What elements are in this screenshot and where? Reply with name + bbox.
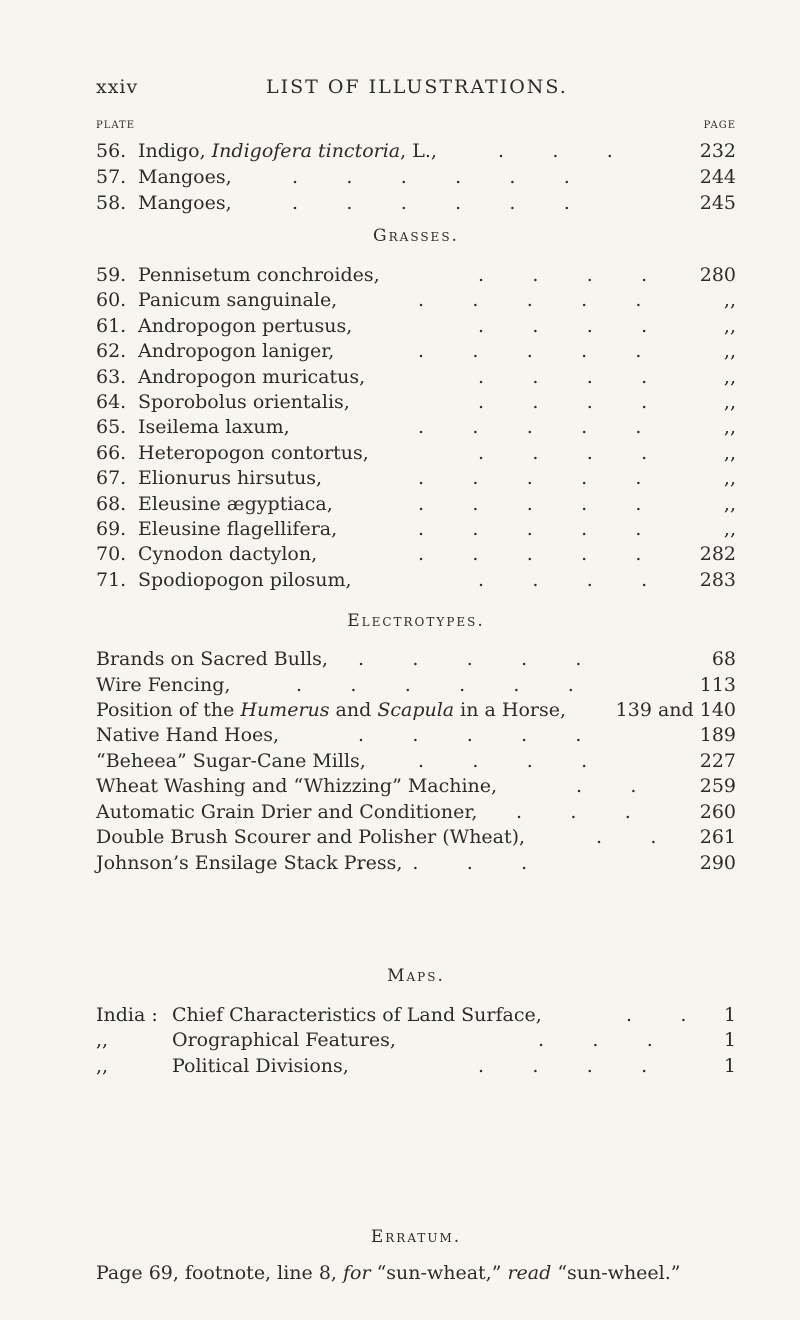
plate-number: 58. (96, 192, 127, 214)
list-item (96, 414, 736, 440)
map-prefix: ,, (96, 1029, 109, 1051)
page-reference: ,, (723, 289, 736, 312)
plate-title: Andropogon muricatus, (138, 365, 366, 388)
page-reference: ,, (723, 416, 736, 439)
page-reference: 227 (699, 750, 736, 772)
electrotype-title: Automatic Grain Drier and Conditioner, (96, 801, 478, 823)
page-reference: 1 (723, 1029, 736, 1051)
leader-dots: . . . (516, 801, 631, 823)
electrotype-title: Double Brush Scourer and Polisher (Wheat), (96, 826, 526, 848)
leader-dots: . . . . (478, 365, 648, 388)
plate-number: 63. (96, 365, 127, 388)
page-reference: ,, (723, 365, 736, 388)
leader-dots: . . . . . . (292, 166, 570, 188)
list-item (96, 138, 736, 164)
leader-dots: . . . . . . (292, 192, 570, 214)
leader-dots: . . . . (478, 264, 648, 286)
running-header (96, 76, 696, 116)
section-heading-erratum: Erratum. (370, 1227, 462, 1247)
leader-dots: . . . (538, 1029, 653, 1051)
plate-title: Eleusine flagellifera, (138, 518, 338, 540)
leader-dots: . . . . (478, 1055, 648, 1077)
list-item (96, 313, 736, 339)
plate-title: Elionurus hirsutus, (138, 467, 323, 490)
plate-title: Eleusine ægyptiaca, (138, 492, 333, 515)
plate-number: 57. (96, 166, 127, 188)
plate-number: 70. (96, 543, 127, 566)
list-item (96, 338, 736, 364)
map-title: Political Divisions, (172, 1055, 349, 1077)
map-title: Orographical Features, (172, 1029, 396, 1051)
leader-dots: . . . . . . (296, 674, 574, 696)
list-item (96, 722, 736, 748)
page-number: xxiv (96, 76, 139, 98)
list-item (96, 672, 736, 698)
electrotype-title: “Beheea” Sugar-Cane Mills, (96, 750, 366, 772)
page-reference: ,, (723, 391, 736, 413)
plate-title: Iseilema laxum, (138, 416, 290, 439)
map-title: Chief Characteristics of Land Surface, (172, 1004, 542, 1026)
page-reference: ,, (723, 314, 736, 337)
list-item (96, 262, 736, 288)
list-item (96, 824, 736, 850)
page-reference: ,, (723, 340, 736, 363)
page-reference: 259 (699, 775, 736, 797)
page-reference: 280 (699, 264, 736, 286)
plate-title: Mangoes, (138, 192, 232, 214)
plate-number: 68. (96, 492, 127, 515)
map-prefix: India : (96, 1004, 158, 1026)
leader-dots: . . . . . (358, 724, 582, 746)
plate-number: 71. (96, 568, 127, 591)
leader-dots: . . . . . (418, 492, 642, 515)
column-labels (96, 120, 736, 136)
page-reference: 244 (699, 166, 736, 188)
plate-number: 62. (96, 340, 127, 363)
list-item (96, 646, 736, 672)
plate-number: 65. (96, 416, 127, 439)
plate-number: 61. (96, 314, 127, 337)
page-reference: 261 (699, 826, 736, 848)
plate-title: Indigo, Indigofera tinctoria, L., (138, 140, 437, 162)
plate-number: 69. (96, 518, 127, 540)
plate-title: Cynodon dactylon, (138, 543, 318, 566)
page-reference: 113 (699, 674, 736, 696)
plate-number: 66. (96, 441, 127, 464)
leader-dots: . . . . . (418, 340, 642, 363)
plate-title: Andropogon laniger, (138, 340, 335, 363)
list-item (96, 516, 736, 542)
list-item (96, 164, 736, 190)
leader-dots: . . . . . (418, 467, 642, 490)
plate-number: 60. (96, 289, 127, 312)
list-item (96, 697, 736, 723)
leader-dots: . . . . (478, 441, 648, 464)
list-item (96, 389, 736, 415)
plate-title: Panicum sanguinale, (138, 289, 338, 312)
page-reference: 260 (699, 801, 736, 823)
page-column-label: PAGE (703, 120, 736, 131)
plate-number: 56. (96, 140, 127, 162)
plate-title: Spodiopogon pilosum, (138, 568, 352, 591)
plate-number: 59. (96, 264, 127, 286)
erratum-text: Page 69, footnote, line 8, for “sun-wheat,” read “sun-wheel.” (96, 1262, 681, 1284)
page-reference: 68 (711, 648, 736, 670)
page-reference: 1 (723, 1004, 736, 1026)
list-item (96, 1002, 736, 1028)
leader-dots: . . . . . (418, 416, 642, 439)
page-reference: ,, (723, 467, 736, 490)
page-reference: ,, (723, 492, 736, 515)
page-reference: ,, (723, 441, 736, 464)
leader-dots: . . . . . (418, 289, 642, 312)
leader-dots: . . . . (478, 568, 648, 591)
page-reference: 232 (699, 140, 736, 162)
leader-dots: . . . . . (358, 648, 582, 670)
map-prefix: ,, (96, 1055, 109, 1077)
page-reference: 245 (699, 192, 736, 214)
list-item (96, 799, 736, 825)
list-item (96, 491, 736, 517)
page-reference: 283 (699, 568, 736, 591)
plate-number: 64. (96, 391, 127, 413)
leader-dots: . . . (498, 140, 613, 162)
electrotype-title: Johnson’s Ensilage Stack Press, (96, 852, 403, 874)
page-reference: 290 (699, 852, 736, 874)
plate-title: Sporobolus orientalis, (138, 391, 350, 413)
electrotype-title: Wheat Washing and “Whizzing” Machine, (96, 775, 498, 797)
leader-dots: . . . . (418, 750, 588, 772)
section-heading-maps: Maps. (387, 966, 445, 986)
list-item (96, 567, 736, 593)
leader-dots: . . . . . (418, 518, 642, 540)
section-heading-grasses: Grasses. (373, 226, 459, 246)
electrotype-title: Position of the Humerus and Scapula in a Horse, (96, 699, 567, 721)
list-item (96, 440, 736, 466)
leader-dots: . . . . . (418, 543, 642, 566)
page-reference: 189 (699, 724, 736, 746)
page-reference: 1 (723, 1055, 736, 1077)
page-reference: 139 and 140 (615, 699, 736, 721)
page-reference: 282 (699, 543, 736, 566)
plate-title: Heteropogon contortus, (138, 441, 369, 464)
list-item (96, 1053, 736, 1079)
list-item (96, 190, 736, 216)
plate-number: 67. (96, 467, 127, 490)
list-item (96, 287, 736, 313)
plate-title: Mangoes, (138, 166, 232, 188)
list-item (96, 773, 736, 799)
list-item (96, 465, 736, 491)
electrotype-title: Native Hand Hoes, (96, 724, 280, 746)
electrotype-title: Brands on Sacred Bulls, (96, 648, 328, 670)
leader-dots: . . (596, 826, 657, 848)
list-item (96, 541, 736, 567)
list-item (96, 1027, 736, 1053)
leader-dots: . . (576, 775, 637, 797)
plate-column-label: PLATE (96, 120, 136, 131)
electrotype-title: Wire Fencing, (96, 674, 231, 696)
leader-dots: . . . . (478, 314, 648, 337)
list-item (96, 748, 736, 774)
plate-title: Andropogon pertusus, (138, 314, 353, 337)
leader-dots: . . . . (358, 852, 528, 874)
plate-title: Pennisetum conchroides, (138, 264, 380, 286)
leader-dots: . . (626, 1004, 687, 1026)
section-heading-electrotypes: Electrotypes. (347, 611, 485, 631)
page-reference: ,, (723, 518, 736, 540)
leader-dots: . . . . (478, 391, 648, 413)
page-title: LIST OF ILLUSTRATIONS. (266, 76, 568, 98)
list-item (96, 850, 736, 876)
list-item (96, 364, 736, 390)
